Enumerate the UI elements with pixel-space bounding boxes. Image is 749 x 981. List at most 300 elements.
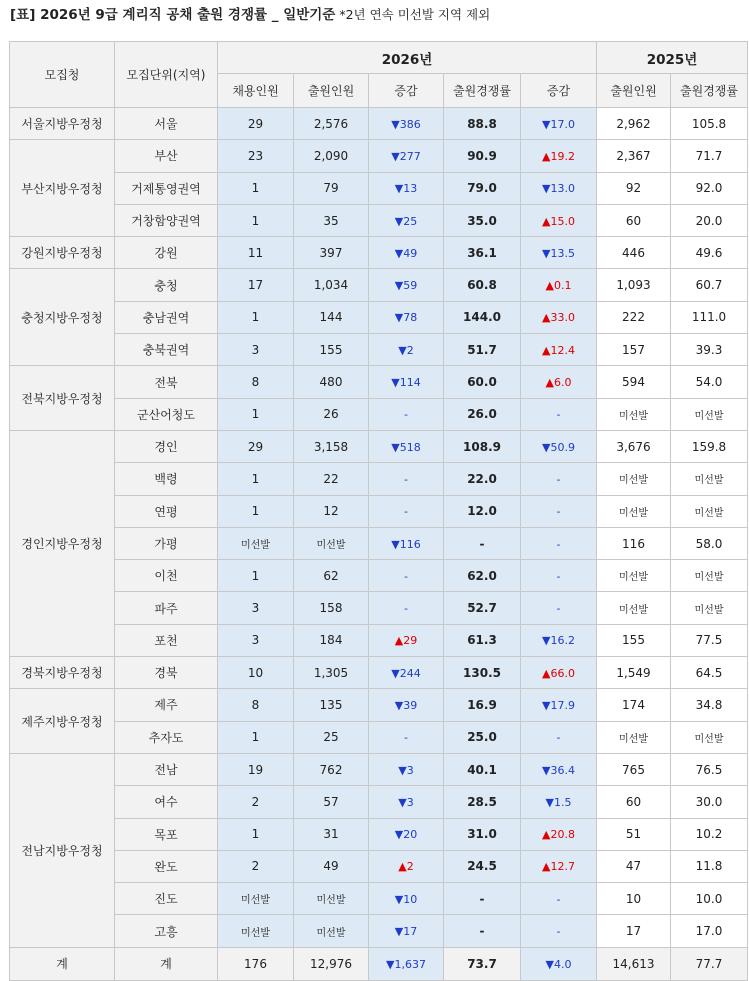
hire-cell: 2: [218, 786, 294, 818]
table-row: [10, 915, 748, 947]
prev-apply-cell: 92: [597, 172, 671, 204]
apply-cell: 2,090: [294, 140, 369, 172]
rate-change-cell: [521, 818, 597, 850]
prev-rate-cell: 미선발: [671, 721, 748, 753]
header-rate-2025: 출원경쟁률: [671, 74, 748, 108]
apply-cell: 미선발: [294, 527, 369, 559]
table-row: [10, 560, 748, 592]
table-row: [10, 527, 748, 559]
hire-cell: 미선발: [218, 527, 294, 559]
unit-cell: 경인: [115, 430, 218, 462]
change-value: 4.0: [553, 957, 572, 971]
hire-cell: 10: [218, 657, 294, 689]
prev-rate-cell: 39.3: [671, 334, 748, 366]
no-change-dash: -: [404, 505, 408, 519]
change-value: 25: [403, 214, 418, 228]
apply-cell: 184: [294, 624, 369, 656]
rate-cell: 51.7: [444, 334, 521, 366]
apply-change-cell: [369, 430, 444, 462]
no-change-dash: -: [556, 892, 561, 906]
org-cell: 제주지방우정청: [10, 689, 115, 754]
table-row: [10, 204, 748, 236]
no-change-dash: -: [556, 408, 561, 422]
no-change-dash: -: [404, 602, 408, 616]
table-row: [10, 334, 748, 366]
down-triangle-icon: ▼: [542, 440, 551, 454]
unit-cell: 이천: [115, 560, 218, 592]
hire-cell: 2: [218, 850, 294, 882]
change-value: 17.9: [550, 698, 575, 712]
apply-cell: 25: [294, 721, 369, 753]
unit-cell: 백령: [115, 463, 218, 495]
hire-cell: 1: [218, 463, 294, 495]
rate-cell: 28.5: [444, 786, 521, 818]
apply-cell: 2,576: [294, 108, 369, 140]
apply-cell: 158: [294, 592, 369, 624]
change-value: 49: [403, 246, 418, 260]
no-change-dash: -: [404, 472, 408, 486]
prev-apply-cell: 174: [597, 689, 671, 721]
unit-cell: 충북권역: [115, 334, 218, 366]
down-triangle-icon: ▼: [391, 376, 400, 390]
hire-cell: 1: [218, 204, 294, 236]
unit-cell: 거제통영권역: [115, 172, 218, 204]
unit-cell: 가평: [115, 527, 218, 559]
hire-cell: 3: [218, 624, 294, 656]
header-change-rate: 증감: [521, 74, 597, 108]
up-triangle-icon: ▲: [542, 343, 551, 357]
apply-change-cell: [369, 947, 444, 980]
rate-cell: 35.0: [444, 204, 521, 236]
unit-cell: 강원: [115, 237, 218, 269]
change-value: 1.5: [553, 795, 572, 809]
table-title-main: [표] 2026년 9급 계리직 공채 출원 경쟁률 _ 일반기준: [10, 7, 336, 23]
hire-cell: 29: [218, 430, 294, 462]
rate-cell: 73.7: [444, 947, 521, 980]
prev-rate-cell: 92.0: [671, 172, 748, 204]
apply-cell: 79: [294, 172, 369, 204]
apply-change-cell: [369, 398, 444, 430]
prev-apply-cell: 2,962: [597, 108, 671, 140]
org-cell: 전북지방우정청: [10, 366, 115, 431]
rate-change-cell: [521, 657, 597, 689]
header-unit: 모집단위(지역): [115, 42, 218, 108]
change-value: 17.0: [550, 117, 575, 131]
unit-cell: 연평: [115, 495, 218, 527]
rate-change-cell: [521, 108, 597, 140]
no-change-dash: -: [556, 731, 561, 745]
no-change-dash: -: [556, 472, 561, 486]
rate-change-cell: [521, 140, 597, 172]
change-value: 13.0: [550, 182, 575, 196]
prev-rate-cell: 미선발: [671, 592, 748, 624]
unit-cell: 포천: [115, 624, 218, 656]
header-2026: 2026년: [218, 42, 597, 74]
prev-rate-cell: 미선발: [671, 495, 748, 527]
prev-rate-cell: 미선발: [671, 560, 748, 592]
down-triangle-icon: ▼: [542, 763, 551, 777]
rate-change-cell: [521, 366, 597, 398]
unit-cell: 진도: [115, 883, 218, 915]
rate-cell: 36.1: [444, 237, 521, 269]
rate-cell: 130.5: [444, 657, 521, 689]
down-triangle-icon: ▼: [398, 795, 407, 809]
org-cell: 부산지방우정청: [10, 140, 115, 237]
rate-cell: 108.9: [444, 430, 521, 462]
apply-change-cell: [369, 753, 444, 785]
hire-cell: 19: [218, 753, 294, 785]
apply-cell: 62: [294, 560, 369, 592]
up-triangle-icon: ▲: [542, 828, 551, 842]
prev-rate-cell: 58.0: [671, 527, 748, 559]
apply-change-cell: [369, 237, 444, 269]
rate-change-cell: [521, 301, 597, 333]
down-triangle-icon: ▼: [394, 214, 404, 228]
header-rate-2026: 출원경쟁률: [444, 74, 521, 108]
apply-cell: 397: [294, 237, 369, 269]
apply-change-cell: [369, 689, 444, 721]
apply-change-cell: [369, 624, 444, 656]
org-cell: 계: [10, 947, 115, 980]
rate-change-cell: [521, 883, 597, 915]
change-value: 66.0: [550, 666, 575, 680]
org-cell: 경북지방우정청: [10, 657, 115, 689]
rate-change-cell: [521, 527, 597, 559]
hire-cell: 1: [218, 721, 294, 753]
change-value: 6.0: [553, 376, 572, 390]
hire-cell: 8: [218, 689, 294, 721]
down-triangle-icon: ▼: [394, 279, 404, 293]
rate-change-cell: [521, 850, 597, 882]
prev-rate-cell: 10.0: [671, 883, 748, 915]
org-cell: 충청지방우정청: [10, 269, 115, 366]
apply-cell: 1,034: [294, 269, 369, 301]
table-row: [10, 140, 748, 172]
rate-change-cell: [521, 786, 597, 818]
change-value: 12.7: [550, 860, 575, 874]
apply-change-cell: [369, 172, 444, 204]
change-value: 20.8: [550, 828, 575, 842]
table-row: [10, 269, 748, 301]
rate-cell: 22.0: [444, 463, 521, 495]
rate-cell: 25.0: [444, 721, 521, 753]
apply-change-cell: [369, 301, 444, 333]
apply-change-cell: [369, 657, 444, 689]
unit-cell: 추자도: [115, 721, 218, 753]
rate-change-cell: [521, 172, 597, 204]
apply-cell: 미선발: [294, 915, 369, 947]
down-triangle-icon: ▼: [394, 182, 404, 196]
down-triangle-icon: ▼: [394, 925, 404, 939]
hire-cell: 1: [218, 560, 294, 592]
down-triangle-icon: ▼: [545, 795, 554, 809]
unit-cell: 계: [115, 947, 218, 980]
rate-cell: 24.5: [444, 850, 521, 882]
up-triangle-icon: ▲: [542, 149, 551, 163]
change-value: 386: [399, 117, 421, 131]
prev-apply-cell: 47: [597, 850, 671, 882]
change-value: 36.4: [550, 763, 575, 777]
table-row: [10, 430, 748, 462]
down-triangle-icon: ▼: [542, 698, 551, 712]
down-triangle-icon: ▼: [394, 892, 404, 906]
unit-cell: 충청: [115, 269, 218, 301]
down-triangle-icon: ▼: [394, 311, 404, 325]
hire-cell: 1: [218, 495, 294, 527]
rate-cell: 12.0: [444, 495, 521, 527]
rate-change-cell: [521, 237, 597, 269]
prev-apply-cell: 60: [597, 204, 671, 236]
prev-rate-cell: 111.0: [671, 301, 748, 333]
apply-change-cell: [369, 366, 444, 398]
down-triangle-icon: ▼: [542, 246, 551, 260]
prev-apply-cell: 1,549: [597, 657, 671, 689]
prev-apply-cell: 155: [597, 624, 671, 656]
unit-cell: 제주: [115, 689, 218, 721]
apply-cell: 35: [294, 204, 369, 236]
apply-change-cell: [369, 915, 444, 947]
rate-cell: 62.0: [444, 560, 521, 592]
up-triangle-icon: ▲: [542, 860, 551, 874]
apply-change-cell: [369, 527, 444, 559]
rate-change-cell: [521, 753, 597, 785]
prev-apply-cell: 1,093: [597, 269, 671, 301]
prev-apply-cell: 미선발: [597, 560, 671, 592]
rate-change-cell: [521, 947, 597, 980]
change-value: 78: [403, 311, 418, 325]
prev-rate-cell: 64.5: [671, 657, 748, 689]
prev-apply-cell: 10: [597, 883, 671, 915]
apply-change-cell: [369, 495, 444, 527]
prev-rate-cell: 76.5: [671, 753, 748, 785]
apply-change-cell: [369, 463, 444, 495]
table-row: [10, 818, 748, 850]
unit-cell: 고흥: [115, 915, 218, 947]
change-value: 114: [399, 376, 421, 390]
unit-cell: 서울: [115, 108, 218, 140]
down-triangle-icon: ▼: [391, 440, 400, 454]
header-org: 모집청: [10, 42, 115, 108]
apply-change-cell: [369, 592, 444, 624]
apply-cell: 12,976: [294, 947, 369, 980]
rate-cell: -: [444, 915, 521, 947]
unit-cell: 목포: [115, 818, 218, 850]
hire-cell: 1: [218, 301, 294, 333]
down-triangle-icon: ▼: [394, 698, 404, 712]
no-change-dash: -: [556, 537, 561, 551]
table-row: [10, 753, 748, 785]
unit-cell: 군산어청도: [115, 398, 218, 430]
table-row: [10, 366, 748, 398]
org-cell: 전남지방우정청: [10, 753, 115, 947]
prev-rate-cell: 17.0: [671, 915, 748, 947]
hire-cell: 미선발: [218, 915, 294, 947]
prev-apply-cell: 미선발: [597, 463, 671, 495]
apply-change-cell: [369, 850, 444, 882]
apply-cell: 480: [294, 366, 369, 398]
change-value: 33.0: [550, 311, 575, 325]
up-triangle-icon: ▲: [542, 214, 551, 228]
rate-cell: 60.8: [444, 269, 521, 301]
change-value: 518: [399, 440, 421, 454]
table-row: [10, 172, 748, 204]
table-row: [10, 883, 748, 915]
apply-cell: 1,305: [294, 657, 369, 689]
no-change-dash: -: [556, 925, 561, 939]
down-triangle-icon: ▼: [391, 149, 400, 163]
hire-cell: 23: [218, 140, 294, 172]
change-value: 10: [403, 892, 418, 906]
hire-cell: 1: [218, 172, 294, 204]
change-value: 13.5: [550, 246, 575, 260]
rate-cell: 16.9: [444, 689, 521, 721]
prev-rate-cell: 34.8: [671, 689, 748, 721]
org-cell: 강원지방우정청: [10, 237, 115, 269]
change-value: 3: [406, 763, 414, 777]
no-change-dash: -: [556, 569, 561, 583]
rate-change-cell: [521, 204, 597, 236]
rate-cell: 52.7: [444, 592, 521, 624]
rate-change-cell: [521, 592, 597, 624]
org-cell: 경인지방우정청: [10, 430, 115, 656]
change-value: 59: [403, 279, 418, 293]
no-change-dash: -: [404, 731, 408, 745]
change-value: 29: [403, 634, 418, 648]
prev-apply-cell: 미선발: [597, 398, 671, 430]
unit-cell: 파주: [115, 592, 218, 624]
header-apply-2025: 출원인원: [597, 74, 671, 108]
apply-cell: 31: [294, 818, 369, 850]
table-row: [10, 624, 748, 656]
no-change-dash: -: [404, 569, 408, 583]
apply-change-cell: [369, 786, 444, 818]
header-apply-2026: 출원인원: [294, 74, 369, 108]
unit-cell: 충남권역: [115, 301, 218, 333]
change-value: 16.2: [550, 634, 575, 648]
rate-change-cell: [521, 689, 597, 721]
table-row: [10, 237, 748, 269]
apply-cell: 155: [294, 334, 369, 366]
rate-cell: 61.3: [444, 624, 521, 656]
rate-change-cell: [521, 915, 597, 947]
change-value: 17: [403, 925, 418, 939]
prev-apply-cell: 14,613: [597, 947, 671, 980]
rate-change-cell: [521, 560, 597, 592]
prev-apply-cell: 60: [597, 786, 671, 818]
prev-apply-cell: 51: [597, 818, 671, 850]
competition-rate-table: [9, 41, 748, 981]
rate-change-cell: [521, 721, 597, 753]
up-triangle-icon: ▲: [394, 634, 404, 648]
change-value: 277: [399, 149, 421, 163]
down-triangle-icon: ▼: [394, 828, 404, 842]
apply-change-cell: [369, 108, 444, 140]
apply-change-cell: [369, 818, 444, 850]
prev-apply-cell: 222: [597, 301, 671, 333]
rate-cell: 79.0: [444, 172, 521, 204]
prev-apply-cell: 17: [597, 915, 671, 947]
rate-cell: 88.8: [444, 108, 521, 140]
change-value: 19.2: [550, 149, 575, 163]
change-value: 244: [399, 666, 421, 680]
prev-apply-cell: 3,676: [597, 430, 671, 462]
no-change-dash: -: [556, 505, 561, 519]
prev-rate-cell: 미선발: [671, 398, 748, 430]
table-row: [10, 657, 748, 689]
unit-cell: 전남: [115, 753, 218, 785]
down-triangle-icon: ▼: [391, 117, 400, 131]
hire-cell: 1: [218, 818, 294, 850]
apply-change-cell: [369, 269, 444, 301]
no-change-dash: -: [404, 408, 408, 422]
change-value: 2: [406, 343, 414, 357]
down-triangle-icon: ▼: [391, 537, 400, 551]
hire-cell: 3: [218, 592, 294, 624]
apply-cell: 12: [294, 495, 369, 527]
hire-cell: 17: [218, 269, 294, 301]
table-row: [10, 398, 748, 430]
prev-rate-cell: 77.5: [671, 624, 748, 656]
prev-rate-cell: 54.0: [671, 366, 748, 398]
up-triangle-icon: ▲: [542, 311, 551, 325]
hire-cell: 3: [218, 334, 294, 366]
rate-cell: -: [444, 883, 521, 915]
apply-change-cell: [369, 140, 444, 172]
hire-cell: 8: [218, 366, 294, 398]
table-title: [10, 5, 490, 25]
hire-cell: 29: [218, 108, 294, 140]
total-row: [10, 947, 748, 980]
rate-cell: -: [444, 527, 521, 559]
prev-apply-cell: 116: [597, 527, 671, 559]
change-value: 50.9: [550, 440, 575, 454]
unit-cell: 완도: [115, 850, 218, 882]
prev-rate-cell: 105.8: [671, 108, 748, 140]
down-triangle-icon: ▼: [391, 666, 400, 680]
change-value: 1,637: [394, 957, 426, 971]
rate-cell: 60.0: [444, 366, 521, 398]
table-row: [10, 495, 748, 527]
apply-cell: 3,158: [294, 430, 369, 462]
table-title-note: *2년 연속 미선발 지역 제외: [335, 7, 491, 22]
header-change-apply: 증감: [369, 74, 444, 108]
prev-rate-cell: 10.2: [671, 818, 748, 850]
prev-rate-cell: 60.7: [671, 269, 748, 301]
prev-apply-cell: 157: [597, 334, 671, 366]
unit-cell: 여수: [115, 786, 218, 818]
down-triangle-icon: ▼: [542, 634, 551, 648]
prev-apply-cell: 446: [597, 237, 671, 269]
up-triangle-icon: ▲: [542, 666, 551, 680]
change-value: 20: [403, 828, 418, 842]
prev-rate-cell: 11.8: [671, 850, 748, 882]
prev-rate-cell: 159.8: [671, 430, 748, 462]
rate-cell: 26.0: [444, 398, 521, 430]
org-cell: 서울지방우정청: [10, 108, 115, 140]
rate-cell: 31.0: [444, 818, 521, 850]
table-row: [10, 592, 748, 624]
prev-rate-cell: 77.7: [671, 947, 748, 980]
rate-change-cell: [521, 334, 597, 366]
change-value: 3: [406, 795, 414, 809]
change-value: 39: [403, 698, 418, 712]
change-value: 12.4: [550, 343, 575, 357]
prev-rate-cell: 30.0: [671, 786, 748, 818]
down-triangle-icon: ▼: [398, 763, 407, 777]
table-row: [10, 301, 748, 333]
table-row: [10, 786, 748, 818]
unit-cell: 부산: [115, 140, 218, 172]
